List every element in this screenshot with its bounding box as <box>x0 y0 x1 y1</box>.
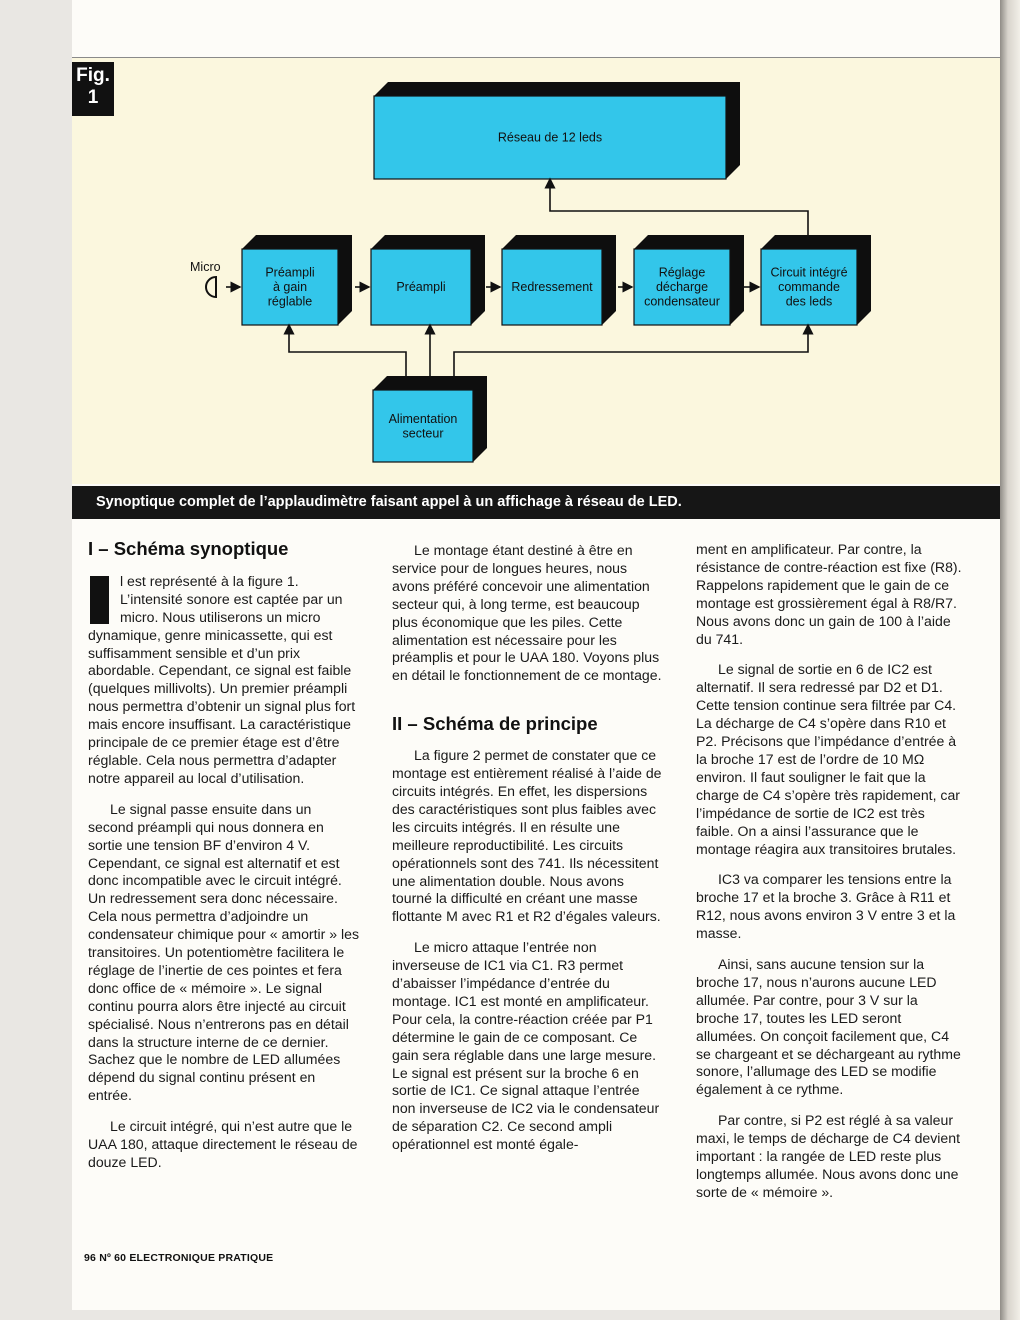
block-reseau <box>374 82 740 179</box>
block-label: Redressement <box>511 280 593 294</box>
block-preampli-gain <box>242 235 352 325</box>
paragraph: La figure 2 permet de constater que ce montage est entièrement réalisé à l’aide de circuits intégrés. En effet, les dispersions des caractéristiques sont plus faibles avec les circuits intégrés. Il en résulte une meilleure reproductibilité. Les circuits opérationnels sont des 741. Ils nécessitent une alimentation double. Nous avons tourné la difficulté en créant une masse flottante M avec R1 et R2 d’égales valeurs. <box>392 747 662 925</box>
paragraph: IC3 va comparer les tensions entre la broche 17 et la broche 3. Grâce à R11 et R12, nous avons environ 3 V entre 3 et la masse. <box>696 871 956 942</box>
column-1 <box>88 540 360 1185</box>
block-preampli <box>371 235 485 325</box>
block-label: Préampli <box>265 265 315 280</box>
paragraph: Le signal passe ensuite dans un second préampli qui nous donnera en sortie une tension BF d’environ 4 V. Cependant, ce signal est alternatif et est donc incompatible avec le circuit intégré. Un redressement sera donc nécessaire. Cela nous permettra d’adjoindre un condensateur chimique pour « amortir » les transitoires. Un potentiomètre facilitera le réglage de l’inertie de ces pointes et fera donc office de « mémoire ». Le signal continu pourra alors être injecté au circuit spécialisé. Nous n’entrerons pas en détail dans la structure interne de ce dernier. Sachez que le nombre de LED allumées dépend du signal continu présent en entrée. <box>88 800 360 1104</box>
figure-caption: Synoptique complet de l’applaudimètre faisant appel à un affichage à réseau de LED. <box>72 486 1000 519</box>
drop-cap <box>90 576 109 624</box>
block-circuit <box>761 235 871 325</box>
block-label: Circuit intégré <box>770 265 848 280</box>
paragraph: Le montage étant destiné à être en service pour de longues heures, nous avons préféré concevoir une alimentation secteur qui, à long terme, est beaucoup plus économique que les piles. Cette alimentation est nécessaire pour les préamplis et pour le UAA 180. Voyons plus en détail le fonctionnement de ce montage. <box>392 542 662 684</box>
column-3 <box>696 541 962 1215</box>
block-diagram <box>0 0 1020 490</box>
block-label: à gain <box>272 280 308 294</box>
paragraph: ment en amplificateur. Par contre, la résistance de contre-réaction est fixe (R8). Rappelons rapidement que le gain de ce montage est grossièrement égal à R8/R7. Nous avons donc un gain de 100 à l’aide du 741. <box>696 541 962 647</box>
section-heading-1: I – Schéma synoptique <box>88 538 289 559</box>
block-label: réglable <box>267 294 313 309</box>
paragraph <box>88 573 360 788</box>
figure-tag-number: 1 <box>87 87 99 108</box>
block-redressement <box>502 235 616 325</box>
block-label: Réglage <box>658 265 706 280</box>
block-label: des leds <box>785 294 833 309</box>
paragraph-text: l est représenté à la figure 1. L’intensité sonore est captée par un micro. Nous utiliserons un micro dynamique, genre minicassette, qui est suffisamment sensible et d’un prix abordable. Cependant, ce signal est faible (quelques millivolts). Un premier préampli nous permettra d’obtenir un signal plus fort mais encore insuffisant. La caractéristique principale de ce premier étage est d’être réglable. Cela nous permettra d’adapter notre appareil au local d’utilisation. <box>88 572 356 786</box>
block-alimentation <box>373 376 487 462</box>
block-label: secteur <box>402 426 444 441</box>
column-2 <box>392 542 665 1167</box>
paragraph: Ainsi, sans aucune tension sur la broche 17, nous n’aurons aucune LED allumée. Par contre, pour 3 V sur la broche 17, toutes les LED seront allumées. On conçoit facilement que, C4 se chargeant et se déchargeant au rythme sonore, l’allumage des LED se modifie également à ce rythme. <box>696 956 961 1098</box>
block-label: commande <box>778 280 840 294</box>
block-reglage <box>634 235 744 325</box>
figure-tag-word: Fig. <box>76 65 110 86</box>
block-label: décharge <box>655 280 709 294</box>
paragraph: Le micro attaque l’entrée non inverseuse de IC1 via C1. R3 permet d’abaisser l’impédance d’entrée du montage. IC1 est monté en amplificateur. Pour cela, la contre-réaction créée par P1 détermine le gain de ce composant. Ce gain sera réglable dans une large mesure. Le signal est présent sur la broche 6 en sortie de IC1. Ce signal attaque l’entrée non inverseuse de IC2 via le condensateur de séparation C2. Ce second ampli opérationnel est monté égale- <box>392 939 660 1153</box>
block-label: condensateur <box>644 294 720 309</box>
block-label: Préampli <box>396 280 446 294</box>
block-label: Réseau de 12 leds <box>497 130 603 145</box>
paragraph: Le signal de sortie en 6 de IC2 est alternatif. Il sera redressé par D2 et D1. Cette tension continue sera filtrée par C4. La décharge de C4 s’opère dans R10 et P2. Précisons que l’impédance d’entrée à la broche 17 est de l’ordre de 10 MΩ environ. Il faut souligner le fait que la charge de C4 s’opère très rapidement, car l’impédance de sortie de IC2 est très faible. On a ainsi l’assurance que le montage réagira aux transitoires brutales. <box>696 661 961 857</box>
section-heading-2: II – Schéma de principe <box>392 713 598 735</box>
paragraph: Le circuit intégré, qui n’est autre que le UAA 180, attaque directement le réseau de douze LED. <box>88 1118 358 1170</box>
block-label: Alimentation <box>388 411 458 426</box>
paragraph: Par contre, si P2 est réglé à sa valeur maxi, le temps de décharge de C4 devient important : la rangée de LED reste plus longtemps allumée. Nous avons donc une sorte de « mémoire ». <box>696 1112 961 1200</box>
microphone-icon <box>206 277 216 297</box>
micro-label: Micro <box>190 260 221 274</box>
page-footer: 96 Nº 60 ELECTRONIQUE PRATIQUE <box>84 1252 274 1264</box>
